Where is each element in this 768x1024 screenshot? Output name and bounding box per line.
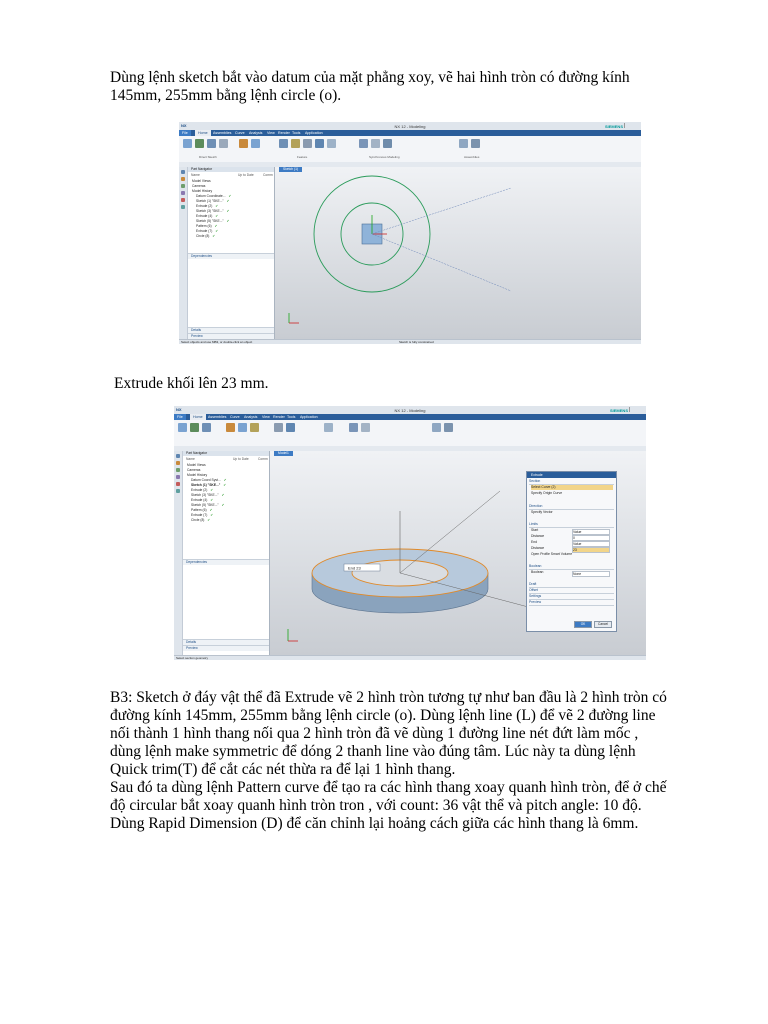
tree-item-label: Pattern (6) xyxy=(196,224,212,228)
history-icon[interactable] xyxy=(181,198,185,202)
status-prompt: Select objects and use MB3, or double-click an object xyxy=(181,340,253,344)
check-icon: ✔ xyxy=(210,488,214,492)
tree-item-label: Sketch (1) "SKE..." xyxy=(191,483,221,487)
resource-bar xyxy=(179,167,188,340)
assembly-navigator-icon[interactable] xyxy=(181,177,185,181)
menu-assemblies[interactable]: Assemblies xyxy=(213,131,232,135)
part-navigator xyxy=(183,451,270,656)
tree-item-label: Extrude (7) xyxy=(191,513,208,517)
settings-header[interactable]: Settings xyxy=(529,594,614,600)
nx-sketch-screenshot xyxy=(179,122,641,344)
tree-item[interactable]: Model History xyxy=(187,473,208,477)
constraint-navigator-icon[interactable] xyxy=(181,184,185,188)
assembly-navigator-icon[interactable] xyxy=(176,461,180,465)
menu-file[interactable]: File xyxy=(174,414,186,420)
end-row xyxy=(531,540,613,545)
tree-item-label: Extrude (4) xyxy=(196,214,213,218)
assembly-constraints-icon[interactable] xyxy=(471,139,480,148)
dialog-title: Extrude xyxy=(527,472,616,478)
add-component-icon[interactable] xyxy=(459,139,468,148)
group-direct-sketch: Direct Sketch xyxy=(199,155,217,159)
trim-icon[interactable] xyxy=(251,139,260,148)
menu-render[interactable]: Render xyxy=(278,131,290,135)
datum-plane-icon[interactable] xyxy=(226,423,235,432)
check-icon: ✔ xyxy=(223,483,227,487)
status-prompt: Select section geometry xyxy=(176,656,209,660)
menu-tools[interactable]: Tools xyxy=(292,131,301,135)
check-icon: ✔ xyxy=(226,199,230,203)
offset-header[interactable]: Offset xyxy=(529,588,614,594)
roles-icon[interactable] xyxy=(181,205,185,209)
history-icon[interactable] xyxy=(176,482,180,486)
graphics-window[interactable] xyxy=(275,167,641,340)
check-icon: ✔ xyxy=(221,503,225,507)
start-select[interactable]: Value xyxy=(572,529,610,535)
dimension-input-label: End 23 xyxy=(348,565,361,571)
window-controls[interactable] xyxy=(629,407,644,412)
window-title: NX 12 - Modeling xyxy=(394,407,426,413)
text-line: độ circular bắt xoay quanh hình tròn tron , với count: 36 vật thể và pitch angle: 10 độ. xyxy=(110,797,642,814)
dimension-leader xyxy=(372,234,511,291)
check-icon: ✔ xyxy=(210,498,214,502)
offset-face-icon[interactable] xyxy=(361,423,370,432)
boolean-label: Boolean xyxy=(531,570,544,574)
start-row xyxy=(531,528,613,533)
brand-logo: SIEMENS xyxy=(609,407,628,413)
boolean-header[interactable]: Boolean xyxy=(529,564,614,570)
reuse-library-icon[interactable] xyxy=(176,475,180,479)
menu-home[interactable]: Home xyxy=(195,130,211,136)
start-distance-input[interactable]: 0 xyxy=(572,535,610,541)
text-line: Dùng Rapid Dimension (D) để căn chỉnh lại hoảng cách giữa các hình thang là 6mm. xyxy=(110,815,639,832)
status-bar xyxy=(179,339,641,344)
tree-item-label: Circle (8) xyxy=(196,234,210,238)
check-icon: ✔ xyxy=(215,229,219,233)
tree-item[interactable] xyxy=(191,518,210,523)
menu-curve[interactable]: Curve xyxy=(230,415,240,419)
menu-analysis[interactable]: Analysis xyxy=(244,415,258,419)
extrude-caption xyxy=(114,375,734,393)
tree-item-label: Extrude (2) xyxy=(196,204,213,208)
chamfer-icon[interactable] xyxy=(286,423,295,432)
boolean-row xyxy=(531,570,613,575)
start-label: Start xyxy=(531,528,539,532)
nx-extrude-screenshot xyxy=(174,406,646,660)
draft-header[interactable]: Draft xyxy=(529,582,614,588)
extrude-dialog xyxy=(526,471,617,632)
rapid-dimension-icon[interactable] xyxy=(239,139,248,148)
tree-item-label: Extrude (4) xyxy=(191,498,208,502)
distance-label: Distance xyxy=(531,534,545,538)
part-navigator-icon[interactable] xyxy=(176,454,180,458)
section-header[interactable]: Section xyxy=(529,479,614,485)
check-icon: ✔ xyxy=(214,224,218,228)
move-face-icon[interactable] xyxy=(349,423,358,432)
column-name[interactable]: Name xyxy=(186,457,195,461)
text-line: Dùng lệnh sketch bắt vào datum của mặt phẳng xoy, vẽ hai hình tròn có đường kính xyxy=(110,69,630,86)
menu-assemblies[interactable]: Assemblies xyxy=(208,415,227,419)
specify-origin-row[interactable] xyxy=(531,491,613,496)
check-icon: ✔ xyxy=(210,513,214,517)
tree-item[interactable]: Model History xyxy=(192,189,213,193)
select-curve-row[interactable] xyxy=(531,485,613,490)
pull-face-icon[interactable] xyxy=(371,139,380,148)
check-icon: ✔ xyxy=(221,493,225,497)
tree-item-label: Pattern (6) xyxy=(191,508,207,512)
check-icon: ✔ xyxy=(223,478,227,482)
app-logo: NX xyxy=(181,123,187,128)
start-distance-row xyxy=(531,534,613,539)
view-tab[interactable]: Sketch (1) xyxy=(279,167,302,172)
menu-home[interactable]: Home xyxy=(190,414,206,420)
window-controls[interactable] xyxy=(624,123,639,128)
check-icon: ✔ xyxy=(226,209,230,213)
add-component-icon[interactable] xyxy=(432,423,441,432)
details-panel[interactable]: Details xyxy=(188,327,274,333)
menu-view[interactable]: View xyxy=(262,415,270,419)
unite-icon[interactable] xyxy=(303,139,312,148)
intro-paragraph xyxy=(110,69,730,105)
end-select[interactable]: Value xyxy=(572,541,610,547)
open-profile-checkbox-label: Open Profile Smart Volume xyxy=(531,552,573,556)
menu-tools[interactable]: Tools xyxy=(287,415,296,419)
extrude-icon[interactable] xyxy=(279,139,288,148)
check-icon: ✔ xyxy=(212,234,216,238)
circle-icon[interactable] xyxy=(207,139,216,148)
text-line: đường kính 145mm, 255mm bằng lệnh circle (o). Dùng lệnh line (L) để vẽ 2 đường line xyxy=(110,707,656,724)
app-logo: NX xyxy=(176,407,182,412)
check-icon: ✔ xyxy=(215,214,219,218)
end-distance-row xyxy=(531,546,613,551)
specify-origin-label: Specify Origin Curve xyxy=(531,491,563,495)
tree-item-label: Sketch (5) "SKE..." xyxy=(191,503,219,507)
details-panel[interactable]: Details xyxy=(183,639,269,645)
tree-item-label: Sketch (5) "SKE..." xyxy=(196,219,224,223)
ribbon xyxy=(179,136,641,163)
tree-item[interactable]: Cameras xyxy=(192,184,206,188)
tree-item-label: Sketch (3) "SKE..." xyxy=(196,209,224,213)
check-icon: ✔ xyxy=(207,518,211,522)
status-bar xyxy=(174,655,646,660)
menu-view[interactable]: View xyxy=(267,131,275,135)
column-up-to-date[interactable]: Up to Date xyxy=(238,173,254,177)
column-comment[interactable]: Comm xyxy=(258,457,268,461)
roles-icon[interactable] xyxy=(176,489,180,493)
select-curve-label: Select Curve (2) xyxy=(531,485,556,489)
move-component-icon[interactable] xyxy=(444,423,453,432)
menu-curve[interactable]: Curve xyxy=(235,131,245,135)
cancel-button[interactable]: Cancel xyxy=(594,621,612,628)
constraint-navigator-icon[interactable] xyxy=(176,468,180,472)
menu-analysis[interactable]: Analysis xyxy=(249,131,263,135)
preview-panel[interactable]: Preview xyxy=(188,333,274,339)
menu-application[interactable]: Application xyxy=(305,131,323,135)
open-profile-row[interactable] xyxy=(531,552,613,557)
edge-blend-icon[interactable] xyxy=(327,139,336,148)
end-label: End xyxy=(531,540,538,544)
circle-icon[interactable] xyxy=(202,423,211,432)
specify-vector-row[interactable] xyxy=(531,510,613,515)
sketch-icon[interactable] xyxy=(183,139,192,148)
menu-application[interactable]: Application xyxy=(300,415,318,419)
window-title: NX 12 - Modeling xyxy=(394,123,426,129)
preview-panel[interactable]: Preview xyxy=(183,645,269,651)
status-message: Sketch is fully constrained xyxy=(399,340,434,344)
tree-item-label: Datum Coord Syst... xyxy=(191,478,221,482)
tree-item[interactable]: Model Views xyxy=(192,179,211,183)
part-navigator-icon[interactable] xyxy=(181,170,185,174)
resource-bar xyxy=(174,451,183,656)
ok-button[interactable]: OK xyxy=(574,621,592,628)
text-line: Sau đó ta dùng lệnh Pattern curve để tạo ra các hình thang xoay quanh hình tròn, để ở chế xyxy=(110,779,667,796)
direction-header[interactable]: Direction xyxy=(529,504,614,510)
line-icon[interactable] xyxy=(195,139,204,148)
hole-icon[interactable] xyxy=(291,139,300,148)
dependencies-panel[interactable]: Dependencies xyxy=(188,253,274,259)
tree-item-label: Datum Coordinate... xyxy=(196,194,226,198)
part-navigator-title: Part Navigator xyxy=(188,167,274,172)
tree-item-label: Extrude (2) xyxy=(191,488,208,492)
ribbon xyxy=(174,420,646,447)
more-icon[interactable] xyxy=(324,423,333,432)
edge-blend-icon[interactable] xyxy=(274,423,283,432)
sketch-icon[interactable] xyxy=(178,423,187,432)
view-tab[interactable]: Model1 xyxy=(274,451,293,456)
column-name[interactable]: Name xyxy=(191,173,200,177)
tree-item[interactable] xyxy=(196,234,215,239)
limits-header[interactable]: Limits xyxy=(529,522,614,528)
brand-logo: SIEMENS xyxy=(604,123,623,129)
line-icon[interactable] xyxy=(190,423,199,432)
group-synchronous-modeling: Synchronous Modeling xyxy=(369,155,400,159)
text-line: B3: Sketch ở đáy vật thể đã Extrude vẽ 2 hình tròn tương tự như ban đầu là 2 hình tròn có xyxy=(110,689,667,706)
tree-item[interactable]: Cameras xyxy=(187,468,201,472)
extrude-icon[interactable] xyxy=(238,423,247,432)
specify-vector-label: Specify Vector xyxy=(531,510,553,514)
dependencies-panel[interactable]: Dependencies xyxy=(183,559,269,565)
tree-item-label: Circle (8) xyxy=(191,518,205,522)
check-icon: ✔ xyxy=(215,204,219,208)
move-face-icon[interactable] xyxy=(359,139,368,148)
distance-label: Distance xyxy=(531,546,545,550)
tree-item[interactable]: Model Views xyxy=(187,463,206,467)
check-icon: ✔ xyxy=(226,219,230,223)
shell-icon[interactable] xyxy=(315,139,324,148)
menu-file[interactable]: File xyxy=(179,130,191,136)
text-line: Quick trim(T) để cắt các nét thừa ra để lại 1 hình thang. xyxy=(110,761,456,778)
tree-item-label: Sketch (1) "SKE..." xyxy=(196,199,224,203)
text-line: nối thành 1 hình thang nối qua 2 hình tròn đã vẽ dùng 1 đường line nét đứt làm mốc , xyxy=(110,725,639,742)
text-line: Extrude khối lên 23 mm. xyxy=(114,375,269,392)
reuse-library-icon[interactable] xyxy=(181,191,185,195)
menu-render[interactable]: Render xyxy=(273,415,285,419)
check-icon: ✔ xyxy=(209,508,213,512)
offset-region-icon[interactable] xyxy=(383,139,392,148)
check-icon: ✔ xyxy=(228,194,232,198)
hole-icon[interactable] xyxy=(250,423,259,432)
part-navigator xyxy=(188,167,275,340)
tree-item-label: Sketch (3) "SKE..." xyxy=(191,493,219,497)
preview-header[interactable]: Preview xyxy=(529,600,614,606)
sketch-canvas xyxy=(275,167,641,336)
end-distance-input[interactable]: 23 xyxy=(572,547,610,553)
column-up-to-date[interactable]: Up to Date xyxy=(233,457,249,461)
group-assemblies: Assemblies xyxy=(464,155,480,159)
text-line: 145mm, 255mm bằng lệnh circle (o). xyxy=(110,87,342,104)
tree-item-label: Extrude (7) xyxy=(196,229,213,233)
group-feature: Feature xyxy=(297,155,308,159)
arc-icon[interactable] xyxy=(219,139,228,148)
part-navigator-title: Part Navigator xyxy=(183,451,269,456)
boolean-select[interactable]: None xyxy=(572,571,610,577)
text-line: dùng lệnh make symmetric để dóng 2 thanh line vào đúng tâm. Lúc này ta dùng lệnh xyxy=(110,743,636,760)
step3-paragraph xyxy=(110,689,730,833)
column-comment[interactable]: Comm xyxy=(263,173,273,177)
